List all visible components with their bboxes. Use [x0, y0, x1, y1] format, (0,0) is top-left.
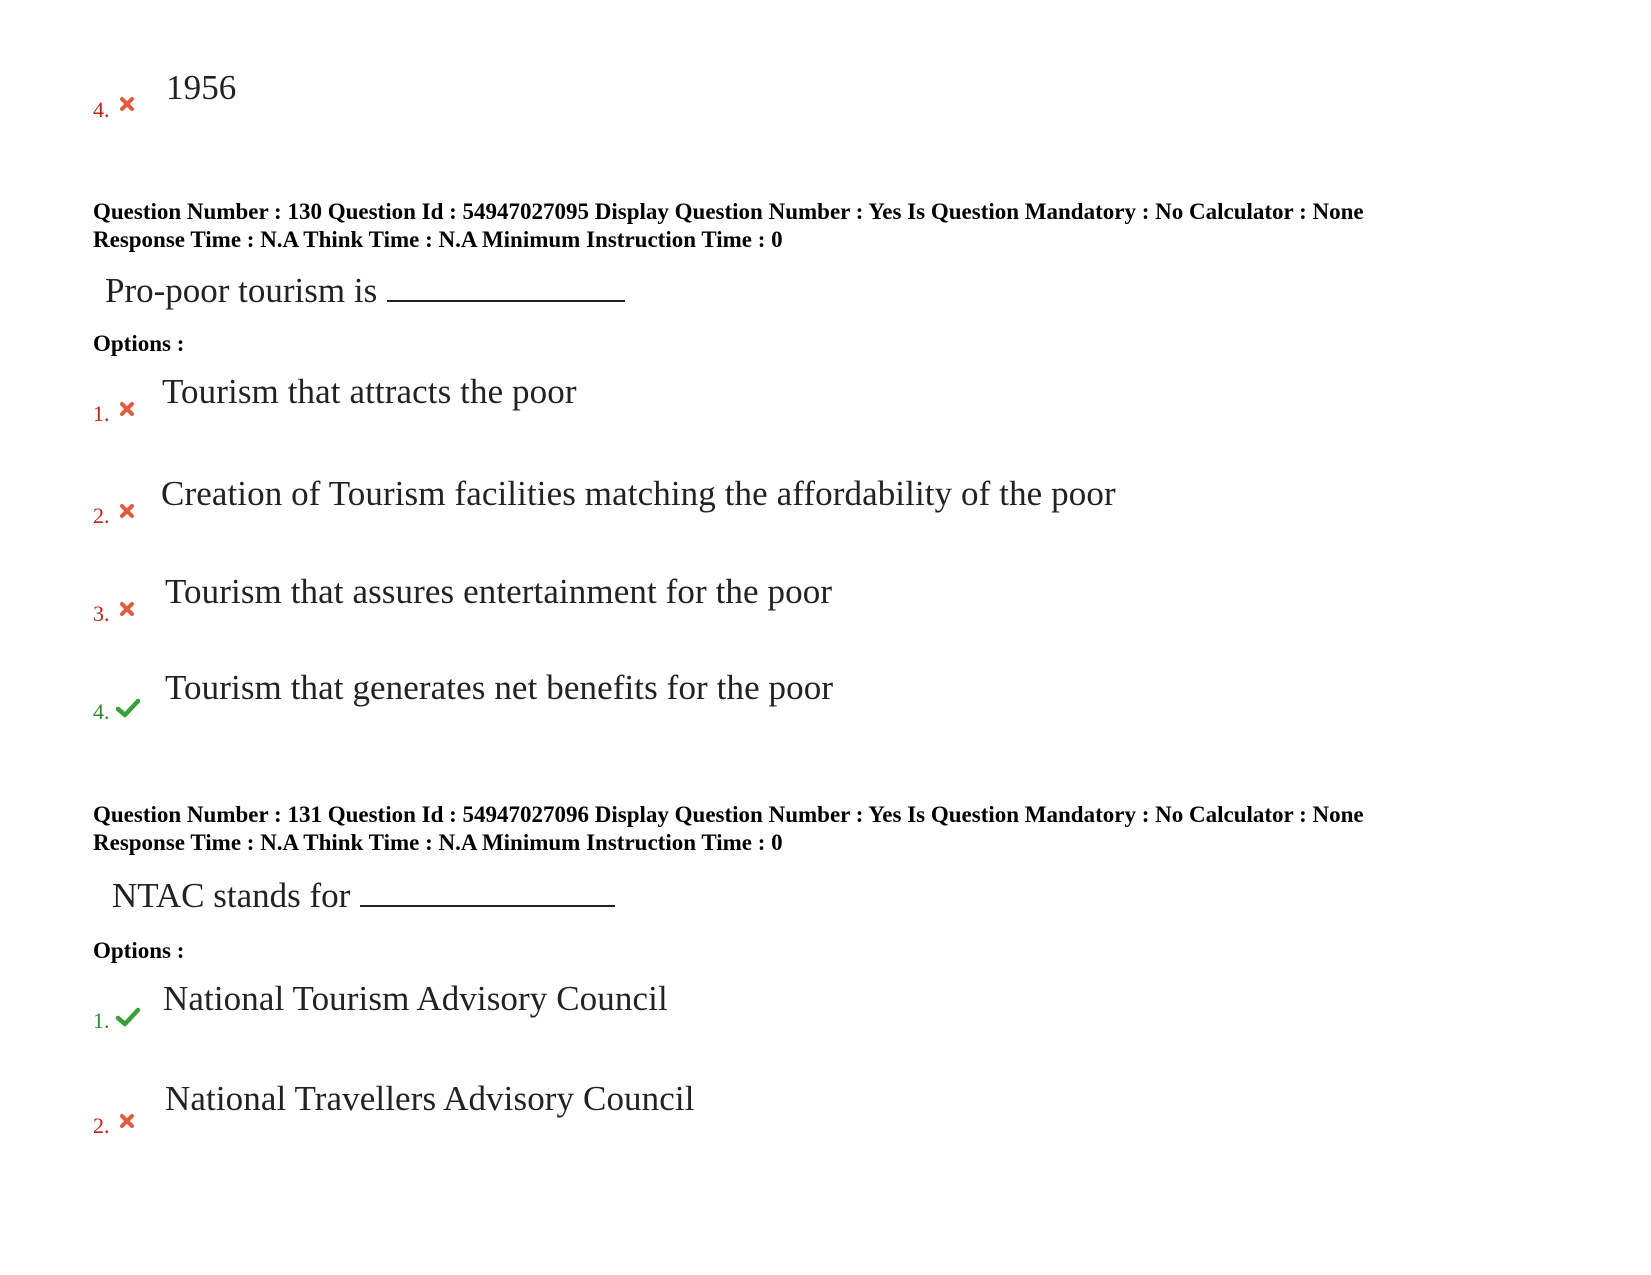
answer-blank	[387, 270, 625, 302]
option-row	[93, 476, 1193, 536]
option-text: Tourism that assures entertainment for the poor	[165, 572, 833, 611]
option-text: National Tourism Advisory Council	[163, 979, 668, 1018]
question-stem: NTAC stands for	[112, 876, 351, 915]
option-text: Tourism that attracts the poor	[162, 372, 577, 411]
option-row	[93, 374, 1193, 434]
question-meta	[93, 801, 1364, 857]
question-text	[105, 270, 625, 308]
option-number: 3.	[93, 601, 110, 626]
question-text	[112, 875, 615, 913]
question-meta-line-1: Question Number : 131 Question Id : 54947027096 Display Question Number : Yes Is Question Mandatory : No Calculator : None	[93, 802, 1364, 827]
options-label: Options :	[93, 938, 185, 963]
cross-icon	[119, 503, 135, 524]
question-meta	[93, 198, 1364, 254]
option-number: 4.	[93, 699, 110, 724]
cross-icon	[119, 96, 135, 117]
option-text: Tourism that generates net benefits for the poor	[165, 668, 834, 707]
options-label: Options :	[93, 331, 185, 356]
option-row	[93, 1081, 1193, 1141]
option-row	[93, 574, 1193, 634]
option-text: National Travellers Advisory Council	[165, 1079, 695, 1118]
option-number: 4.	[93, 97, 110, 122]
cross-icon	[119, 601, 135, 622]
question-stem: Pro-poor tourism is	[105, 271, 378, 310]
question-meta-line-2: Response Time : N.A Think Time : N.A Minimum Instruction Time : 0	[93, 830, 783, 855]
cross-icon	[119, 1113, 135, 1134]
option-row	[93, 981, 1193, 1041]
option-text: Creation of Tourism facilities matching the affordability of the poor	[161, 474, 1116, 513]
option-number: 1.	[93, 401, 110, 426]
option-text: 1956	[166, 68, 237, 107]
cross-icon	[119, 401, 135, 422]
option-row	[93, 670, 1193, 730]
question-meta-line-1: Question Number : 130 Question Id : 54947027095 Display Question Number : Yes Is Question Mandatory : No Calculator : None	[93, 199, 1364, 224]
answer-blank	[360, 875, 615, 907]
option-number: 2.	[93, 1113, 110, 1138]
option-number: 2.	[93, 503, 110, 528]
question-meta-line-2: Response Time : N.A Think Time : N.A Minimum Instruction Time : 0	[93, 227, 783, 252]
check-icon	[115, 698, 141, 723]
option-number: 1.	[93, 1008, 110, 1033]
check-icon	[115, 1007, 141, 1032]
